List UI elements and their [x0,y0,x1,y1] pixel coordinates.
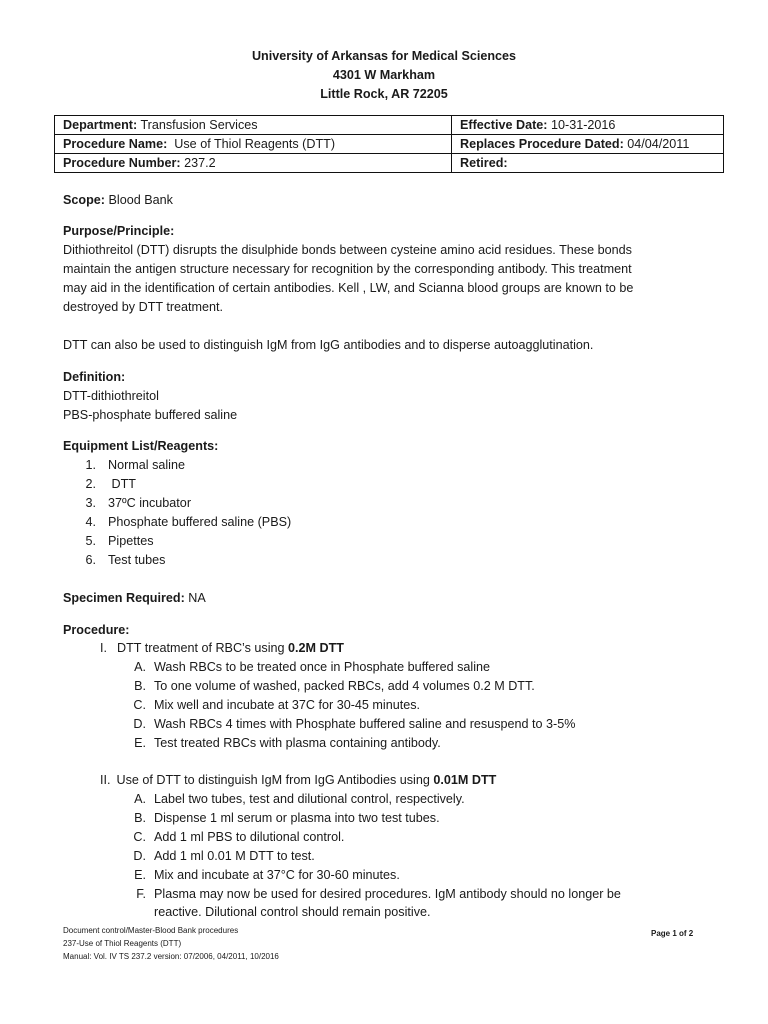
department-cell [55,116,452,135]
footer-doc-control: Document control/Master-Blood Bank procedures [63,926,239,935]
step-letter: A. [134,660,146,674]
procedure-number-cell [55,154,452,173]
list-item [80,475,291,494]
step-text: Mix and incubate at 37°C for 30-60 minutes. [154,867,400,882]
list-item [128,866,621,885]
footer-manual-version: Manual: Vol. IV TS 237.2 version: 07/2006, 04/2011, 10/2016 [63,952,279,961]
list-item [128,847,621,866]
list-item [128,658,575,677]
info-row [55,154,724,173]
step-text: Wash RBCs to be treated once in Phosphate buffered saline [154,660,491,674]
list-item [128,828,621,847]
effective-date-value: 10-31-2016 [547,118,616,132]
step-letter: E. [134,867,146,882]
section-2-steps [128,790,621,922]
purpose-text-line: Dithiothreitol (DTT) disrupts the disulphide bonds between cysteine amino acid residues. These bonds [63,243,632,257]
list-number: 4. [85,514,96,529]
department-value: Transfusion Services [137,118,258,132]
step-text: Wash RBCs 4 times with Phosphate buffered saline and resuspend to 3-5% [154,716,576,731]
replaces-date-label: Replaces Procedure Dated: [460,137,624,151]
institution-street: 4301 W Markham [332,68,436,82]
list-number: 3. [85,495,96,510]
procedure-number-label: Procedure Number: [63,156,181,170]
department-label: Department: [63,118,138,132]
procedure-number-value: 237.2 [180,156,216,170]
list-item [80,456,291,475]
step-letter: D. [133,716,146,731]
equipment-item: DTT [108,476,136,491]
step-text: To one volume of washed, packed RBCs, add 4 volumes 0.2 M DTT. [154,678,535,693]
info-row [55,135,724,154]
procedure-heading: Procedure: [63,623,130,637]
list-item [80,532,291,551]
purpose-heading: Purpose/Principle: [63,224,175,238]
procedure-name-value: Use of Thiol Reagents (DTT) [167,137,336,151]
specimen-line [63,589,206,608]
list-item [128,903,621,922]
step-text: Label two tubes, test and dilutional control, respectively. [154,792,465,806]
specimen-value: NA [184,591,206,605]
equipment-item: Pipettes [108,533,154,548]
equipment-heading: Equipment List/Reagents: [63,439,219,453]
institution-city: Little Rock, AR 72205 [320,87,448,101]
step-text: Dispense 1 ml serum or plasma into two test tubes. [154,810,440,825]
step-text-continuation: reactive. Dilutional control should remain positive. [154,905,431,920]
step-letter: C. [133,697,146,712]
effective-date-label: Effective Date: [460,118,548,132]
procedure-info-table [54,115,724,173]
scope-value: Blood Bank [105,193,173,207]
list-item [80,551,291,570]
list-number: 6. [85,552,96,567]
step-letter: B. [134,678,146,693]
list-item [128,734,575,753]
definition-line: DTT-dithiothreitol [63,389,159,403]
equipment-item: Test tubes [108,552,166,567]
effective-date-cell [452,116,724,135]
step-text: Mix well and incubate at 37C for 30-45 minutes. [154,697,421,712]
retired-cell [452,154,724,173]
section-1-title [100,639,344,658]
equipment-item: 37ºC incubator [108,495,192,510]
purpose-text-line: may aid in the identification of certain antibodies. Kell , LW, and Scianna blood groups are known to be [63,281,634,295]
list-item [128,696,575,715]
replaces-date-value: 04/04/2011 [623,137,690,151]
specimen-label: Specimen Required: [63,591,185,605]
definition-line: PBS-phosphate buffered saline [63,408,238,422]
list-number: 2. [85,476,96,491]
equipment-item: Phosphate buffered saline (PBS) [108,514,292,529]
list-item [128,715,575,734]
procedure-name-label: Procedure Name: [63,137,168,151]
scope-label: Scope: [63,193,105,207]
section-2-number: II. [100,773,111,787]
section-1-number: I. [100,641,107,655]
list-item [80,494,291,513]
procedure-name-cell [55,135,452,154]
section-1-steps [128,658,575,753]
scope-line [63,191,173,210]
step-text: Test treated RBCs with plasma containing antibody. [154,735,441,750]
step-text: Plasma may now be used for desired procedures. IgM antibody should no longer be [154,886,621,901]
purpose-text-line: maintain the antigen structure necessary for recognition by the corresponding antibody. This treatment [63,262,632,276]
replaces-date-cell [452,135,724,154]
section-2-title-text: Use of DTT to distinguish IgM from IgG Antibodies using [116,773,434,787]
list-item [128,809,621,828]
step-text: Add 1 ml PBS to dilutional control. [154,829,345,844]
info-row [55,116,724,135]
step-letter: A. [134,792,146,806]
list-item [128,677,575,696]
list-item [128,885,621,904]
step-text: Add 1 ml 0.01 M DTT to test. [154,848,315,863]
section-1-title-text: DTT treatment of RBC’s using [117,641,289,655]
equipment-list [80,456,291,569]
list-number: 5. [85,533,96,548]
section-1-title-bold: 0.2M DTT [288,641,344,655]
section-2-title-bold: 0.01M DTT [433,773,497,787]
list-item [128,790,621,809]
page-number: Page 1 of 2 [651,929,694,938]
purpose-extra-text: DTT can also be used to distinguish IgM from IgG antibodies and to disperse autoagglutination. [63,338,594,352]
equipment-item: Normal saline [108,458,185,472]
step-letter: B. [134,810,146,825]
institution-name: University of Arkansas for Medical Sciences [251,49,517,63]
section-2-title [100,771,496,790]
definition-heading: Definition: [63,370,126,384]
step-letter: F. [136,886,146,901]
step-letter: E. [134,735,146,750]
step-letter: C. [133,829,146,844]
retired-label: Retired: [460,156,508,170]
list-item [80,513,291,532]
footer-doc-title: 237-Use of Thiol Reagents (DTT) [63,939,182,948]
step-letter: D. [133,848,146,863]
list-number: 1. [85,458,96,472]
purpose-text-line: destroyed by DTT treatment. [63,300,224,314]
